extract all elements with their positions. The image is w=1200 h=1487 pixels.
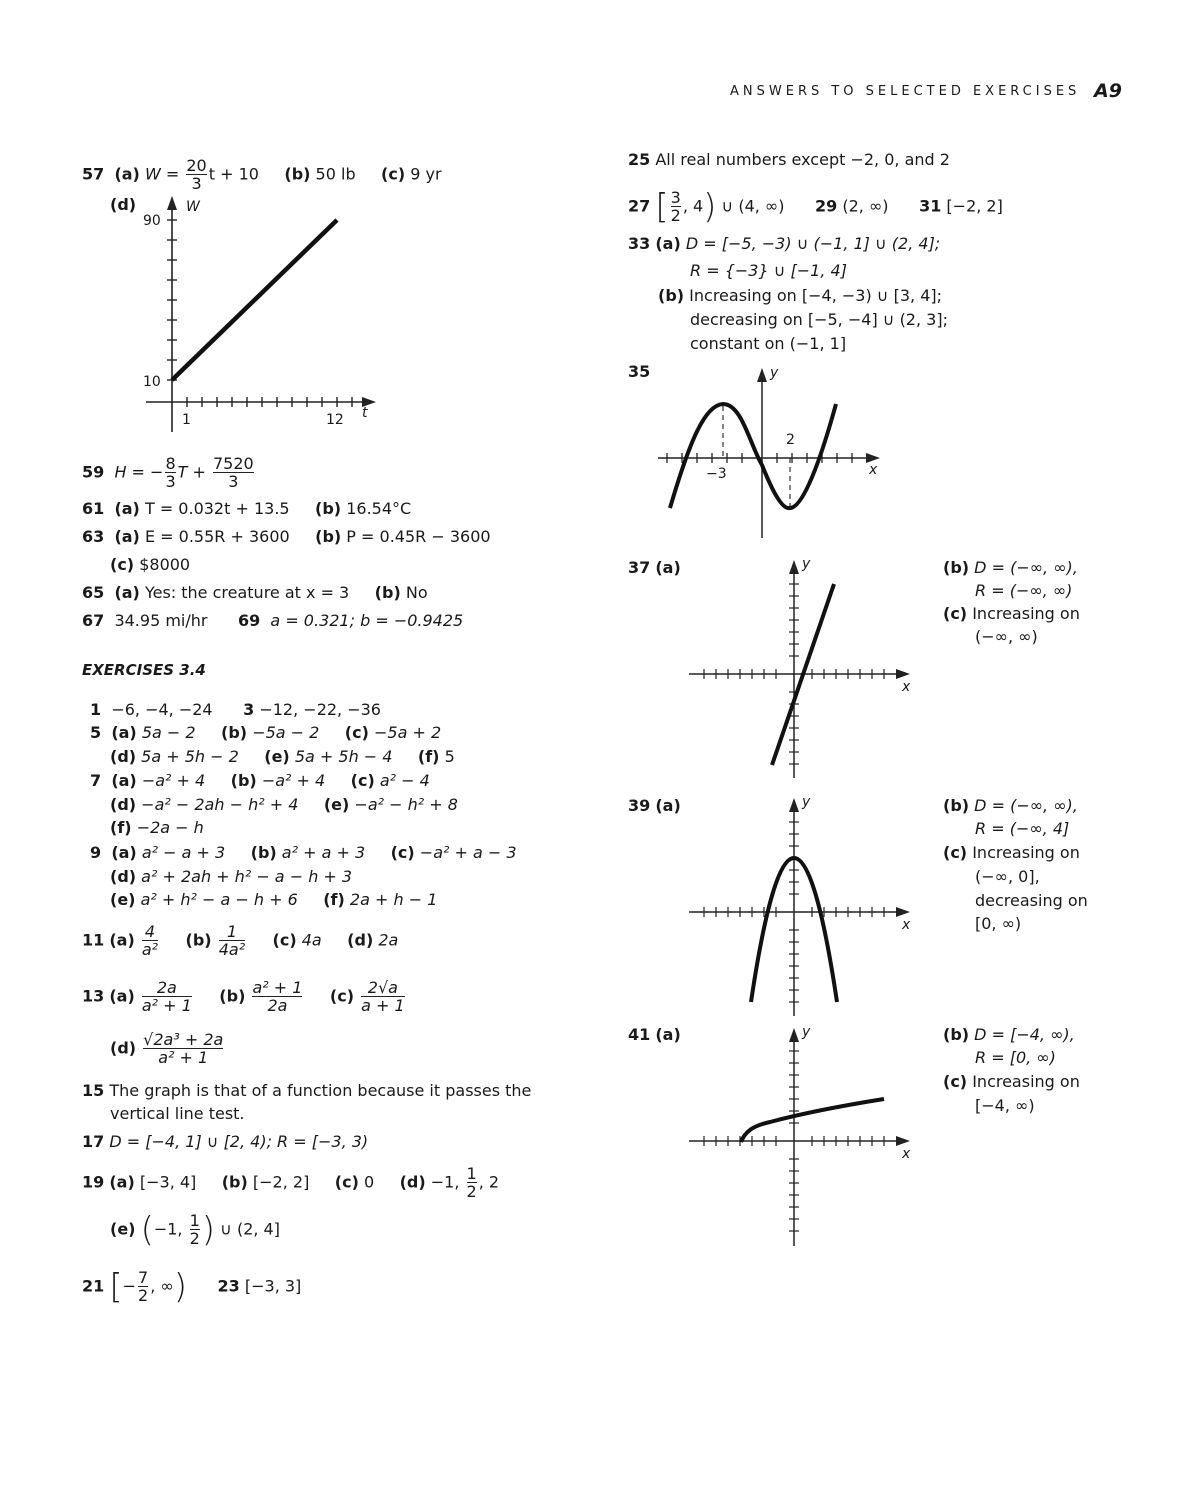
exercise-number: 23 — [217, 1276, 240, 1296]
exercise-39b — [943, 795, 1078, 817]
paren-close: ) — [201, 1210, 216, 1250]
exercise-15 — [82, 1080, 531, 1102]
answer-21-pre: − — [122, 1276, 137, 1296]
exercise-67 — [82, 610, 463, 632]
exercise-9 — [90, 842, 517, 864]
fraction-8-3: $\frac{8}{3}$ — [165, 454, 176, 491]
part-label: (a) — [109, 1172, 135, 1192]
answer-57c: 9 yr — [410, 164, 442, 184]
exercise-63c — [110, 554, 190, 576]
x-axis-arrow — [896, 669, 910, 679]
paren-close: ) — [703, 187, 717, 227]
exercise-11 — [82, 924, 398, 958]
y-axis-label: y — [802, 556, 811, 572]
part-label: (b) — [284, 164, 311, 184]
answer-7a: −a² + 4 — [141, 771, 206, 790]
x-tick-label-12: 12 — [326, 412, 344, 428]
answer-27-union: ∪ (4, ∞) — [721, 196, 785, 216]
answer-9a: a² − a + 3 — [141, 843, 226, 862]
part-label: (f) — [110, 818, 132, 837]
x-axis-label: x — [902, 679, 911, 695]
x-axis-label: x — [869, 462, 878, 478]
answer-33b-line2: decreasing on [−5, −4] ∪ (2, 3]; — [690, 310, 948, 329]
exercise-number: 37 — [628, 558, 651, 577]
exercise-number: 27 — [628, 196, 651, 216]
exercise-number: 57 — [82, 164, 105, 184]
answer-19d-pre: −1, — [430, 1172, 460, 1192]
answer-19e-pre: −1, — [153, 1219, 183, 1239]
part-label: (d) — [399, 1172, 426, 1192]
ticks-57 — [167, 220, 352, 407]
answer-19e-post: ∪ (2, 4] — [220, 1219, 280, 1239]
page-number: A9 — [1094, 80, 1122, 102]
exercise-number: 9 — [90, 843, 102, 862]
part-label: (a) — [114, 583, 140, 602]
fraction-20-3: $\frac{20}{3}$ — [186, 156, 207, 193]
running-title: ANSWERS TO SELECTED EXERCISES — [730, 84, 1081, 99]
exercise-17 — [82, 1131, 368, 1153]
exercise-25 — [628, 149, 950, 171]
part-label: (a) — [655, 234, 681, 253]
sqrt-curve — [741, 1099, 884, 1142]
x-tick-label-1: 1 — [182, 412, 191, 428]
exercise-7-cont2 — [110, 817, 204, 839]
part-label: (b) — [221, 723, 248, 742]
part-label: (b) — [943, 1025, 970, 1044]
cubic-curve — [670, 404, 836, 508]
answer-39b-line1: D = (−∞, ∞), — [974, 796, 1078, 815]
answer-9b: a² + a + 3 — [281, 843, 366, 862]
section-title: EXERCISES 3.4 — [82, 661, 206, 679]
exercise-number: 3 — [243, 700, 255, 719]
part-label: (a) — [114, 527, 140, 546]
line-w-of-t — [172, 220, 337, 380]
part-label: (a) — [655, 558, 681, 577]
exercise-5-cont — [110, 746, 455, 768]
answer-39b-line2: R = (−∞, 4] — [975, 819, 1070, 838]
exercise-number: 19 — [82, 1172, 105, 1192]
part-label: (a) — [109, 930, 135, 950]
part-label: (f) — [323, 890, 345, 909]
exercise-number: 17 — [82, 1132, 105, 1151]
exercise-37c — [943, 603, 1080, 625]
fraction-13c: $\frac{2√a}{a + 1}$ — [361, 978, 405, 1015]
answer-37c-line2: (−∞, ∞) — [975, 627, 1038, 646]
exercise-number: 29 — [815, 196, 838, 216]
part-label: (b) — [219, 986, 246, 1006]
exercise-9-cont2 — [110, 889, 437, 911]
part-label: (b) — [250, 843, 277, 862]
answer-19d-post: , 2 — [478, 1172, 500, 1192]
exercise-number: 21 — [82, 1276, 105, 1296]
x-axis-label: t — [362, 405, 368, 421]
exercise-21 — [82, 1267, 302, 1307]
answer-3: −12, −22, −36 — [259, 700, 381, 719]
bracket-open: [ — [109, 1267, 123, 1307]
answer-39c-line1: Increasing on — [972, 843, 1080, 862]
answer-37b-line2: R = (−∞, ∞) — [975, 581, 1073, 600]
part-label: (d) — [110, 867, 137, 886]
exercise-13 — [82, 980, 407, 1014]
y-axis-arrow — [789, 798, 799, 812]
answer-9c: −a² + a − 3 — [419, 843, 517, 862]
part-label: (a) — [109, 986, 135, 1006]
exercise-number: 61 — [82, 499, 105, 518]
exercise-number: 69 — [237, 611, 261, 630]
part-label: (c) — [943, 1072, 968, 1091]
tick-label-2: 2 — [786, 432, 795, 448]
exercise-27 — [628, 187, 1003, 227]
answer-9d: a² + 2ah + h² − a − h + 3 — [141, 867, 353, 886]
exercise-number: 67 — [82, 611, 105, 630]
answer-57a-lhs: W = — [144, 164, 180, 184]
part-label: (e) — [323, 795, 350, 814]
answer-65b: No — [405, 583, 428, 602]
part-label: (c) — [390, 843, 415, 862]
exercise-39 — [628, 795, 681, 817]
part-label: (b) — [221, 1172, 248, 1192]
part-label: (e) — [264, 747, 290, 766]
y-tick-label-90: 90 — [143, 213, 161, 229]
answer-33a-line1: D = [−5, −3) ∪ (−1, 1] ∪ (2, 4]; — [685, 234, 941, 253]
answer-63a: E = 0.55R + 3600 — [144, 527, 290, 546]
part-label: (a) — [114, 499, 140, 518]
part-label: (b) — [185, 930, 212, 950]
exercise-number: 31 — [919, 196, 942, 216]
exercise-37 — [628, 557, 681, 579]
exercise-number: 11 — [82, 930, 105, 950]
part-label: (e) — [110, 1219, 136, 1239]
part-label: (c) — [381, 164, 406, 184]
y-axis-label: y — [802, 794, 811, 810]
part-label: (a) — [111, 843, 137, 862]
answer-7d: −a² − 2ah − h² + 4 — [141, 795, 299, 814]
answer-37b-line1: D = (−∞, ∞), — [974, 558, 1078, 577]
fraction-19d: $\frac{1}{2}$ — [466, 1164, 477, 1201]
exercise-19 — [82, 1166, 499, 1200]
answer-39c-line3: decreasing on — [975, 891, 1088, 910]
exercise-19e — [110, 1210, 280, 1250]
answer-33b-line1: Increasing on [−4, −3) ∪ [3, 4]; — [689, 286, 942, 305]
part-label: (a) — [111, 771, 137, 790]
exercise-number: 1 — [90, 700, 102, 719]
y-axis-arrow — [789, 560, 799, 574]
answer-33a-line2: R = {−3} ∪ [−1, 4] — [690, 261, 847, 280]
part-label: (d) — [347, 930, 374, 950]
answer-21-post: , ∞ — [150, 1276, 174, 1296]
y-axis-arrow — [757, 368, 767, 382]
exercise-7-cont — [110, 794, 458, 816]
part-label: (b) — [658, 286, 685, 305]
part-label: (c) — [943, 843, 968, 862]
exercise-41 — [628, 1024, 681, 1046]
exercise-33b — [658, 285, 942, 307]
part-label: (d) — [110, 795, 137, 814]
answer-57a-rhs: t + 10 — [208, 164, 259, 184]
fraction-13a: $\frac{2a}{\text{a² + 1}}$ — [141, 978, 192, 1015]
part-label: (c) — [272, 930, 297, 950]
part-label: (a) — [655, 1025, 681, 1044]
part-label: (c) — [350, 771, 375, 790]
exercise-number: 5 — [90, 723, 102, 742]
exercise-1 — [90, 699, 381, 721]
exercise-number: 15 — [82, 1081, 105, 1100]
exercise-65 — [82, 582, 428, 604]
exercise-41b — [943, 1024, 1075, 1046]
part-label: (e) — [110, 890, 136, 909]
part-label: (b) — [943, 558, 970, 577]
answer-27-post: , 4 — [682, 196, 704, 216]
exercise-number: 33 — [628, 234, 651, 253]
answer-9e: a² + h² − a − h + 6 — [140, 890, 298, 909]
exercise-number: 39 — [628, 796, 651, 815]
exercise-59 — [82, 456, 256, 490]
answer-41c-line2: [−4, ∞) — [975, 1096, 1035, 1115]
y-axis-label: y — [770, 365, 779, 381]
y-tick-label-10: 10 — [143, 374, 161, 390]
answer-65a: Yes: the creature at x = 3 — [144, 583, 350, 602]
exercise-number: 13 — [82, 986, 105, 1006]
exercise-number-35: 35 — [628, 362, 651, 381]
exercise-41c — [943, 1071, 1080, 1093]
answer-41b-line2: R = [0, ∞) — [975, 1048, 1056, 1067]
answer-67: 34.95 mi/hr — [114, 611, 208, 630]
part-label-57d: (d) — [110, 195, 137, 214]
answer-59-mid: T + — [177, 462, 206, 482]
answer-19a: [−3, 4] — [139, 1172, 197, 1192]
exercise-39c — [943, 842, 1080, 864]
part-label: (c) — [110, 555, 135, 574]
exercise-57 — [82, 158, 442, 192]
answer-61a: T = 0.032t + 13.5 — [144, 499, 290, 518]
answer-7e: −a² − h² + 8 — [354, 795, 458, 814]
fraction-11b: $\frac{1}{\text{4a²}}$ — [218, 922, 246, 959]
answer-39c-line2: (−∞, 0], — [975, 867, 1040, 886]
x-axis-arrow — [896, 1136, 910, 1146]
exercise-63 — [82, 526, 491, 548]
answer-41b-line1: D = [−4, ∞), — [974, 1025, 1075, 1044]
fraction-19e: $\frac{1}{2}$ — [189, 1211, 200, 1248]
answer-11c: 4a — [301, 930, 322, 950]
answer-59-lhs: H = − — [114, 462, 164, 482]
answer-25: All real numbers except −2, 0, and 2 — [655, 150, 950, 169]
answer-5c: −5a + 2 — [373, 723, 442, 742]
exercise-33 — [628, 233, 940, 255]
answer-9f: 2a + h − 1 — [349, 890, 438, 909]
answer-19c: 0 — [363, 1172, 375, 1192]
answer-63b: P = 0.45R − 3600 — [346, 527, 491, 546]
part-label: (c) — [943, 604, 968, 623]
part-label: (b) — [315, 499, 342, 518]
answer-41c-line1: Increasing on — [972, 1072, 1080, 1091]
exercise-number: 63 — [82, 527, 105, 546]
answer-19b: [−2, 2] — [252, 1172, 310, 1192]
exercise-37b — [943, 557, 1078, 579]
part-label: (f) — [417, 747, 440, 766]
fraction-13b: $\frac{\text{a² + 1}}{2a}$ — [252, 978, 303, 1015]
answer-33b-line3: constant on (−1, 1] — [690, 334, 847, 353]
part-label: (a) — [655, 796, 681, 815]
fraction-27: $\frac{3}{2}$ — [670, 188, 681, 225]
answer-57b: 50 lb — [315, 164, 356, 184]
answer-15-line1: The graph is that of a function because it passes the — [109, 1081, 532, 1100]
paren-close: ) — [173, 1267, 187, 1307]
answer-5d: 5a + 5h − 2 — [141, 747, 239, 766]
x-axis-label: x — [902, 1146, 911, 1162]
exercise-number: 25 — [628, 150, 651, 169]
bracket-open: [ — [655, 187, 669, 227]
answer-5a: 5a − 2 — [141, 723, 196, 742]
part-label: (c) — [344, 723, 369, 742]
part-label: (b) — [943, 796, 970, 815]
exercise-number: 59 — [82, 462, 105, 482]
fraction-13d: $\frac{\text{√2a³ + 2a}}{\text{a² + 1}}$ — [143, 1030, 224, 1067]
exercise-5 — [90, 722, 441, 744]
part-label: (a) — [111, 723, 137, 742]
answer-37c-line1: Increasing on — [972, 604, 1080, 623]
y-axis-label: W — [186, 199, 200, 215]
y-axis-label: y — [802, 1024, 811, 1040]
answer-39c-line4: [0, ∞) — [975, 914, 1022, 933]
answer-23: [−3, 3] — [244, 1276, 302, 1296]
part-label: (b) — [230, 771, 257, 790]
answer-15-line2: vertical line test. — [110, 1104, 245, 1123]
answer-69: a = 0.321; b = −0.9425 — [270, 611, 464, 630]
tick-label-minus-3: −3 — [706, 466, 727, 482]
part-label: (c) — [329, 986, 354, 1006]
part-label: (d) — [110, 747, 137, 766]
answer-5f: 5 — [444, 747, 455, 766]
answer-17: D = [−4, 1] ∪ [2, 4); R = [−3, 3) — [109, 1132, 369, 1151]
paren-open: ( — [140, 1210, 154, 1250]
exercise-7 — [90, 770, 430, 792]
exercise-61 — [82, 498, 411, 520]
answer-29: (2, ∞) — [842, 196, 889, 216]
answer-5b: −5a − 2 — [252, 723, 320, 742]
answer-7b: −a² + 4 — [261, 771, 326, 790]
answer-7f: −2a − h — [136, 818, 204, 837]
fraction-21: $\frac{7}{2}$ — [138, 1268, 149, 1305]
exercise-9-cont — [110, 866, 352, 888]
part-label: (b) — [315, 527, 342, 546]
part-label: (c) — [334, 1172, 359, 1192]
exercise-number: 7 — [90, 771, 102, 790]
part-label: (a) — [114, 164, 140, 184]
answer-61b: 16.54°C — [346, 499, 412, 518]
answer-5e: 5a + 5h − 4 — [294, 747, 393, 766]
fraction-11a: $\frac{4}{\text{a²}}$ — [141, 922, 159, 959]
answer-31: [−2, 2] — [946, 196, 1003, 216]
x-axis-arrow — [896, 907, 910, 917]
y-axis-arrow — [789, 1028, 799, 1042]
answer-1: −6, −4, −24 — [111, 700, 213, 719]
answer-63c: $8000 — [139, 555, 191, 574]
exercise-13d — [110, 1032, 225, 1066]
part-label: (b) — [374, 583, 401, 602]
answer-11d: 2a — [378, 930, 399, 950]
exercise-number: 41 — [628, 1025, 651, 1044]
y-axis-arrow — [167, 196, 177, 210]
exercise-number: 65 — [82, 583, 105, 602]
part-label: (d) — [110, 1038, 137, 1058]
answer-7c: a² − 4 — [379, 771, 430, 790]
fraction-7520-3: $\frac{7520}{3}$ — [213, 454, 254, 491]
x-axis-label: x — [902, 917, 911, 933]
